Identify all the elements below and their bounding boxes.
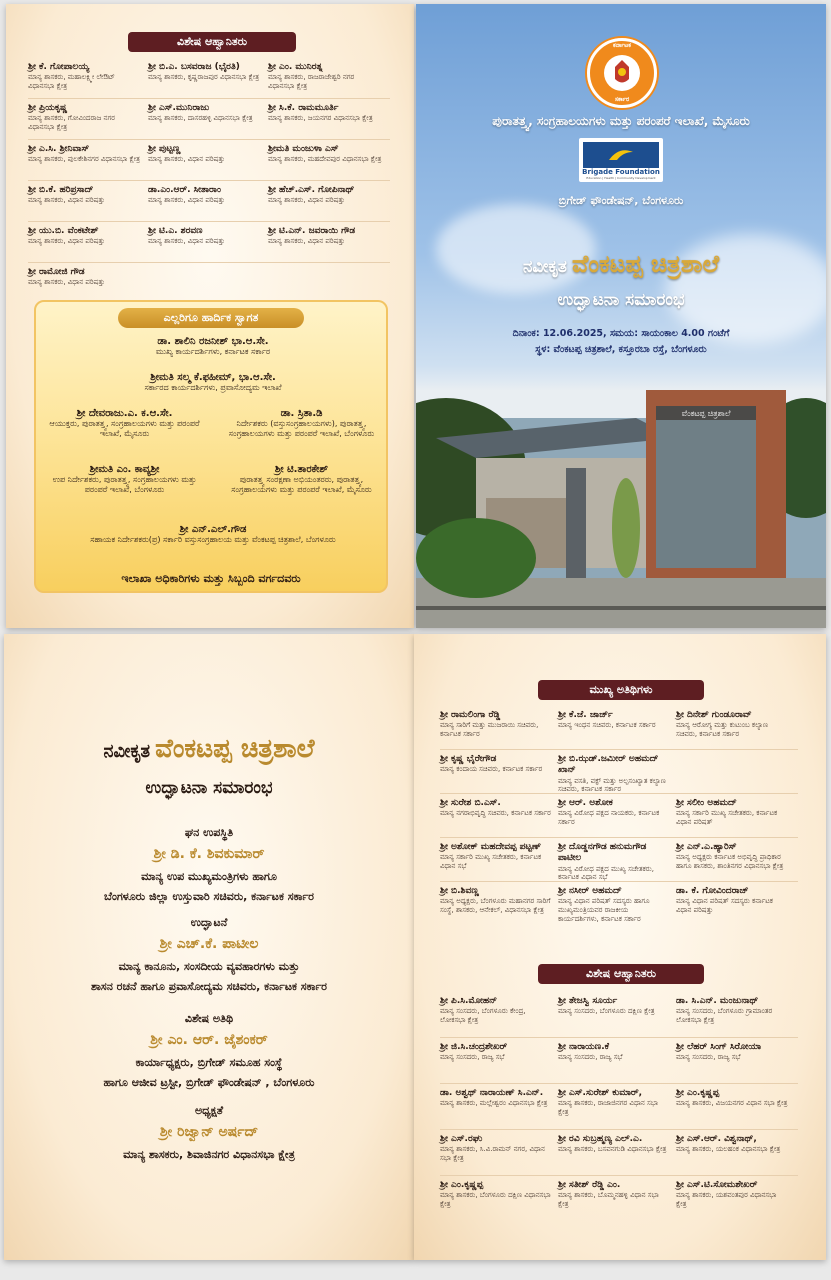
person-name: ಶ್ರೀ ಎಸ್.ಆರ್. ವಿಶ್ವನಾಥ್, [676,1134,757,1144]
row-divider [440,837,798,838]
person-name: ಶ್ರೀ ದಿನೇಶ್ ಗುಂಡೂರಾವ್ [676,710,752,720]
person-entry [28,267,142,287]
person-name: ಶ್ರೀ ದೊಡ್ಡನಗೌಡ ಹನುಮಗೌಡ ಪಾಟೀಲ [558,842,647,864]
person-name: ಶ್ರೀ ಎಂ.ಕೃಷ್ಣಪ್ಪ [440,1180,484,1190]
person-entry [558,710,670,730]
person-entry [558,886,670,924]
person-entry [440,1088,552,1108]
person-name: ಶ್ರೀ ಕೆ.ಜೆ. ಜಾರ್ಜ್ [558,710,613,720]
person-name: ಶ್ರೀ ಕೆ. ಗೋಪಾಲಯ್ಯ [28,62,90,72]
section-label: ಉದ್ಘಾಟನೆ [190,916,228,929]
person-name: ಶ್ರೀ ಪ್ರಿಯಕೃಷ್ಣ [28,103,68,113]
cover-panel [416,4,826,628]
brigade-logo [579,138,663,182]
row-divider [440,1129,798,1130]
person-entry [676,1088,788,1108]
welcome-box [34,300,388,593]
title-prefix: ನವೀಕೃತ [522,257,567,277]
welcome-name: ಶ್ರೀ ಟಿ.ತಾರಕೇಶ್ [274,464,329,475]
person-entry [440,1042,552,1062]
special-invitees-heading-2: ವಿಶೇಷ ಆಹ್ವಾನಿತರು [538,964,704,984]
person-name: ಶ್ರೀ ಯು.ಬಿ. ವೆಂಕಟೇಶ್ [28,226,99,236]
person-name: ಶ್ರೀ ಲೆಹರ್ ಸಿಂಗ್ ಸಿರೋಯಾ [676,1042,762,1052]
person-role: ಮಾನ್ಯ ಶಾಸಕರು, ಬಸವನಗುಡಿ ವಿಧಾನಸಭಾ ಕ್ಷೇತ್ರ [558,1145,667,1154]
person-name: ಶ್ರೀ ಎಂ. ಮುನಿರತ್ನ [268,62,323,72]
welcome-role: ನಿರ್ದೇಶಕರು (ವಸ್ತುಸಂಗ್ರಹಾಲಯಗಳು), ಪುರಾತತ್ತ್ವ, ಸಂಗ್ರಹಾಲಯಗಳು ಮತ್ತು ಪರಂಪರೆ ಇಲಾಖೆ, ಬೆಂಗಳೂರು [228,419,375,439]
person-name: ಡಾ.ಎಂ.ಆರ್. ಸೀತಾರಾಂ [148,185,221,195]
person-name: ಶ್ರೀ ಸಿ.ಕೆ. ರಾಮಮೂರ್ತಿ [268,103,339,113]
person-role: ಮಾನ್ಯ ಶಾಸಕರು, ವಿಧಾನ ಪರಿಷತ್ತು [28,196,105,205]
row-divider [440,749,798,750]
welcome-role: ಉಪ ನಿರ್ದೇಶಕರು, ಪುರಾತತ್ತ್ವ, ಸಂಗ್ರಹಾಲಯಗಳು ಮತ್ತು ಪರಂಪರೆ ಇಲಾಖೆ, ಬೆಂಗಳೂರು [52,475,197,495]
person-role: ಮಾನ್ಯ ಶಾಸಕರು, ಮಲ್ಲೇಶ್ವರಂ ವಿಧಾನಸಭಾ ಕ್ಷೇತ್ರ [440,1099,548,1108]
person-role: ಮಾನ್ಯ ಶಾಸಕರು, ವಿಧಾನ ಪರಿಷತ್ತು [148,237,225,246]
emblem-crest-icon [604,55,640,91]
guests-panel [414,634,826,1260]
person-role: ಮಾನ್ಯ ಸಂಸದರು, ಬೆಂಗಳೂರು ಕೇಂದ್ರ, ಲೋಕಸಭಾ ಕ್ಷೇತ್ರ [440,1007,526,1024]
person-name: ಶ್ರೀ ಎಸ್.ಸುರೇಶ್ ಕುಮಾರ್, [558,1088,643,1098]
person-name: ಶ್ರೀ ಜಿ.ಸಿ.ಚಂದ್ರಶೇಖರ್ [440,1042,508,1052]
person-role: ಮಾನ್ಯ ಶಾಸಕರು, ಯಲಹಂಕ ವಿಧಾನಸಭಾ ಕ್ಷೇತ್ರ [676,1145,781,1154]
person-entry [676,798,788,827]
row-divider [28,98,390,99]
row-divider [440,1083,798,1084]
row-divider [440,1037,798,1038]
person-role: ಮಾನ್ಯ ವಿಧಾನ ಪರಿಷತ್ ಸದಸ್ಯರು ಹಾಗೂ ಮುಖ್ಯಮಂತ್ರಿಯವರ ರಾಜಕೀಯ ಕಾರ್ಯದರ್ಶಿಗಳು, ಕರ್ನಾಟಕ ಸರ್ಕಾರ [558,897,650,923]
welcome-entry [36,408,213,440]
title-main: ವೆಂಕಟಪ್ಪ ಚಿತ್ರಶಾಲೆ [572,250,720,278]
person-role: ಮಾನ್ಯ ವಸತಿ, ವಕ್ಫ್ ಮತ್ತು ಅಲ್ಪಸಂಖ್ಯಾತ ಕಲ್ಯಾಣ ಸಚಿವರು, ಕರ್ನಾಟಕ ಸರ್ಕಾರ [558,776,666,794]
person-entry [558,1134,670,1154]
person-entry [148,62,262,82]
section-name: ಶ್ರೀ ರಿಜ್ವಾನ್ ಅರ್ಷದ್ [159,1124,259,1140]
person-name: ಶ್ರೀ ಬಿ.ಕೆ. ಹರಿಪ್ರಸಾದ್ [28,185,94,195]
person-entry [676,842,788,871]
person-role: ಮಾನ್ಯ ಅಧ್ಯಕ್ಷರು, ಬೆಂಗಳೂರು ಮಹಾನಗರ ಸಾರಿಗೆ ಸಂಸ್ಥೆ, ಶಾಸಕರು, ಆನೇಕಲ್, ವಿಧಾನಸಭಾ ಕ್ಷೇತ್ರ [440,897,551,914]
person-role: ಮಾನ್ಯ ಶಾಸಕರು, ವಿಧಾನ ಪರಿಷತ್ತು [268,237,345,246]
welcome-entry [36,464,213,496]
person-name: ಶ್ರೀ ಬಿ.ಝಡ್.ಜಮೀರ್ ಅಹಮದ್ ಖಾನ್ [558,754,659,776]
person-name: ಶ್ರೀ ಸತೀಶ್ ರೆಡ್ಡಿ ಎಂ. [558,1180,621,1190]
person-role: ಮಾನ್ಯ ಸಂಸದರು, ರಾಜ್ಯ ಸಭೆ [558,1053,623,1062]
chief-guests-heading: ಮುಖ್ಯ ಅತಿಥಿಗಳು [538,680,704,700]
event-subtitle: ಉದ್ಘಾಟನಾ ಸಮಾರಂಭ [557,290,685,310]
welcome-name: ಶ್ರೀಮತಿ ಎಂ. ಕಾವ್ಯಶ್ರೀ [89,464,160,475]
person-name: ಶ್ರೀ ಎ.ಸಿ. ಶ್ರೀನಿವಾಸ್ [28,144,90,154]
person-role: ಮಾನ್ಯ ಶಾಸಕರು, ಮಹಾಲಕ್ಷ್ಮೀ ಲೇಔಟ್ ವಿಧಾನಸಭಾ ಕ್ಷೇತ್ರ [28,73,115,90]
person-name: ಶ್ರೀ ಸುರೇಶ ಬಿ.ಎಸ್. [440,798,501,808]
person-name: ಶ್ರೀ ಪುಟ್ಟಣ್ಣ [148,144,181,154]
section-name: ಶ್ರೀ ಎಂ. ಆರ್. ಜೈಶಂಕರ್ [150,1032,268,1048]
row-divider [28,180,390,181]
person-name: ಶ್ರೀ ಬಿ.ಶಿವಣ್ಣ [440,886,479,896]
person-name: ಶ್ರೀ ಎಂ.ಕೃಷ್ಣಪ್ಪ [676,1088,720,1098]
person-name: ಶ್ರೀ ಟಿ.ಎ. ಶರವಣ [148,226,203,236]
person-role: ಮಾನ್ಯ ಸರ್ಕಾರಿ ಮುಖ್ಯ ಸಚೇತಕರು, ಕರ್ನಾಟಕ ವಿಧಾನ ಸಭೆ [440,853,542,870]
person-name: ಡಾ. ಅಶ್ವಥ್ ನಾರಾಯಣ್ ಸಿ.ಎನ್. [440,1088,544,1098]
person-entry [440,798,552,818]
person-name: ಡಾ. ಕೆ. ಗೋವಿಂದರಾಜ್ [676,886,749,896]
person-role: ಮಾನ್ಯ ಸಾರಿಗೆ ಮತ್ತು ಮುಜರಾಯಿ ಸಚಿವರು, ಕರ್ನಾಟಕ ಸರ್ಕಾರ [440,721,539,738]
person-role: ಮಾನ್ಯ ವಿರೋಧ ಪಕ್ಷದ ಮುಖ್ಯ ಸಚೇತಕರು, ಕರ್ನಾಟಕ ವಿಧಾನ ಸಭೆ [558,864,654,882]
person-entry [28,62,142,91]
person-entry [440,754,552,774]
person-name: ಶ್ರೀ ಪಿ.ಸಿ.ಮೋಹನ್ [440,996,498,1006]
person-name: ಶ್ರೀ ಬಿ.ಎ. ಬಸವರಾಜ (ಭೈರತಿ) [148,62,240,72]
row-divider [28,221,390,222]
welcome-name: ಡಾ. ಸ್ರಿತಾ.ಡಿ [280,408,323,419]
person-entry [268,226,382,246]
person-role: ಮಾನ್ಯ ಶಾಸಕರು, ಗೋವಿಂದರಾಜ ನಗರ ವಿಧಾನಸಭಾ ಕ್ಷೇತ್ರ [28,114,115,131]
person-entry [28,103,142,132]
person-role: ಮಾನ್ಯ ಶಾಸಕರು, ಸಿ.ವಿ.ರಾಮನ್ ನಗರ, ವಿಧಾನ ಸಭಾ ಕ್ಷೇತ್ರ [440,1145,545,1162]
person-entry [440,710,552,739]
emblem-bottom-text: ಸರ್ಕಾರ [614,96,630,103]
person-name: ಶ್ರೀ ಅಶೋಕ್ ಮಹದೇವಪ್ಪ ಪಟ್ಟಣ್ [440,842,542,852]
person-entry [676,1134,788,1154]
welcome-name: ಡಾ. ಶಾಲಿನಿ ರಜನೀಶ್ ಭಾ.ಆ.ಸೇ. [157,336,269,347]
section-line-1: ಮಾನ್ಯ ಕಾನೂನು, ಸಂಸದೀಯ ವ್ಯವಹಾರಗಳು ಮತ್ತು [118,960,300,973]
row-divider [440,881,798,882]
person-role: ಮಾನ್ಯ ಶಾಸಕರು, ಕೃಷ್ಣರಾಜಪುರ ವಿಧಾನಸಭಾ ಕ್ಷೇತ್ರ [148,73,260,82]
person-role: ಮಾನ್ಯ ಇಂಧನ ಸಚಿವರು, ಕರ್ನಾಟಕ ಸರ್ಕಾರ [558,721,656,730]
person-entry [440,996,552,1025]
welcome-name: ಶ್ರೀ ಎನ್.ಎಲ್.ಗೌಡ [179,524,247,535]
person-name: ಶ್ರೀ ಎಸ್.ಮುನಿರಾಜು [148,103,210,113]
person-entry [558,996,670,1016]
person-role: ಮಾನ್ಯ ಸಂಸದರು, ಬೆಂಗಳೂರು ಗ್ರಾಮಾಂತರ ಲೋಕಸಭಾ ಕ್ಷೇತ್ರ [676,1007,773,1024]
person-role: ಮಾನ್ಯ ವಿರೋಧ ಪಕ್ಷದ ನಾಯಕರು, ಕರ್ನಾಟಕ ಸರ್ಕಾರ [558,809,660,826]
person-entry [676,710,788,739]
welcome-entry [213,408,390,440]
section-line-1: ಕಾರ್ಯಾಧ್ಯಕ್ಷರು, ಬ್ರಿಗೇಡ್ ಸಮೂಹ ಸಂಸ್ಥೆ [135,1056,283,1069]
person-role: ಮಾನ್ಯ ಸರ್ಕಾರಿ ಮುಖ್ಯ ಸಚೇತಕರು, ಕರ್ನಾಟಕ ವಿಧಾನ ಪರಿಷತ್ [676,809,778,826]
person-entry [148,185,262,205]
foundation-name: ಬ್ರಿಗೇಡ್ ಫೌಂಡೇಷನ್, ಬೆಂಗಳೂರು [558,194,684,207]
welcome-role: ಆಯುಕ್ತರು, ಪುರಾತತ್ತ್ವ, ಸಂಗ್ರಹಾಲಯಗಳು ಮತ್ತು ಪರಂಪರೆ ಇಲಾಖೆ, ಮೈಸೂರು [49,419,200,439]
person-role: ಮಾನ್ಯ ಶಾಸಕರು, ವಿಧಾನ ಪರಿಷತ್ತು [28,237,105,246]
person-entry [558,1042,670,1062]
person-name: ಶ್ರೀ ನಾರಾಯಣ.ಕೆ [558,1042,610,1052]
person-entry [28,226,142,246]
person-entry [676,886,788,915]
brigade-logo-name: Brigade Foundation [582,168,660,176]
person-name: ಶ್ರೀ ಎನ್.ಎ.ಹ್ಯಾರಿಸ್ [676,842,737,852]
person-entry [440,1180,552,1209]
person-entry [148,144,262,164]
event-venue: ಸ್ಥಳ: ವೆಂಕಟಪ್ಪ ಚಿತ್ರಶಾಲೆ, ಕಸ್ತೂರಬಾ ರಸ್ತೆ, ಬೆಂಗಳೂರು [535,344,707,355]
section-line-1: ಮಾನ್ಯ ಉಪ ಮುಖ್ಯಮಂತ್ರಿಗಳು ಹಾಗೂ [141,870,277,883]
karnataka-emblem [587,38,657,108]
event-date: ದಿನಾಂಕ: 12.06.2025, ಸಮಯ: ಸಾಯಂಕಾಲ 4.00 ಗಂಟೆಗೆ [512,328,730,339]
program-panel [4,634,414,1260]
program-title-main: ವೆಂಕಟಪ್ಪ ಚಿತ್ರಶಾಲೆ [155,734,315,764]
section-line-2: ಬೆಂಗಳೂರು ಜಿಲ್ಲಾ ಉಸ್ತುವಾರಿ ಸಚಿವರು, ಕರ್ನಾಟಕ ಸರ್ಕಾರ [104,890,314,903]
section-label: ಅಧ್ಯಕ್ಷತೆ [194,1104,224,1117]
person-entry [28,185,142,205]
welcome-role: ಸಹಾಯಕ ನಿರ್ದೇಶಕರು(ಪ್ರ) ಸರ್ಕಾರಿ ವಸ್ತುಸಂಗ್ರಹಾಲಯ ಮತ್ತು ವೆಂಕಟಪ್ಪ ಚಿತ್ರಶಾಲೆ, ಬೆಂಗಳೂರು [90,535,336,544]
person-entry [558,798,670,827]
welcome-entry [213,464,390,496]
person-role: ಮಾನ್ಯ ಕಂದಾಯ ಸಚಿವರು, ಕರ್ನಾಟಕ ಸರ್ಕಾರ [440,765,543,774]
person-role: ಮಾನ್ಯ ಶಾಸಕರು, ವಿಜಯನಗರ ವಿಧಾನ ಸಭಾ ಕ್ಷೇತ್ರ [676,1099,788,1108]
person-name: ಶ್ರೀ ಆರ್. ಅಶೋಕ [558,798,613,808]
department-name: ಪುರಾತತ್ತ್ವ, ಸಂಗ್ರಹಾಲಯಗಳು ಮತ್ತು ಪರಂಪರೆ ಇಲಾಖೆ, ಮೈಸೂರು [492,114,750,128]
person-entry [558,1180,670,1209]
row-divider [440,1175,798,1176]
gallery-building-photo [416,378,826,628]
person-role: ಮಾನ್ಯ ಶಾಸಕರು, ಪುಲಕೇಶಿನಗರ ವಿಧಾನಸಭಾ ಕ್ಷೇತ್ರ [28,155,141,164]
person-name: ಶ್ರೀ ರಾಮೋಜಿ ಗೌಡ [28,267,85,277]
welcome-role: ಪುರಾತತ್ತ್ವ ಸಂರಕ್ಷಣಾ ಅಭಿಯಂತರರು, ಪುರಾತತ್ತ್ವ, ಸಂಗ್ರಹಾಲಯಗಳು ಮತ್ತು ಪರಂಪರೆ ಇಲಾಖೆ, ಮೈಸೂರು [231,475,372,495]
person-entry [558,842,670,882]
section-name: ಶ್ರೀ ಎಚ್.ಕೆ. ಪಾಟೀಲ [159,936,259,952]
section-line-2: ಹಾಗೂ ಆಜೀವ ಟ್ರಸ್ಟೀ, ಬ್ರಿಗೇಡ್ ಫೌಂಡೇಷನ್ , ಬೆಂಗಳೂರು [103,1076,315,1089]
person-role: ಮಾನ್ಯ ವಿಧಾನ ಪರಿಷತ್ ಸದಸ್ಯರು ಕರ್ನಾಟಕ ವಿಧಾನ ಪರಿಷತ್ತು [676,897,773,914]
person-role: ಮಾನ್ಯ ಅಧ್ಯಕ್ಷರು ಕರ್ನಾಟಕ ಅಭಿವೃದ್ಧಿ ಪ್ರಾಧಿಕಾರ ಹಾಗೂ ಶಾಸಕರು, ಶಾಂತಿನಗರ ವಿಧಾನಸಭಾ ಕ್ಷೇತ್ರ [676,853,784,870]
welcome-role: ಸರ್ಕಾರದ ಕಾರ್ಯದರ್ಶಿಗಳು, ಪ್ರವಾಸೋದ್ಯಮ ಇಲಾಖೆ [144,383,282,392]
person-role: ಮಾನ್ಯ ಶಾಸಕರು, ವಿಧಾನ ಪರಿಷತ್ತು [148,155,225,164]
person-name: ಶ್ರೀ ತೇಜಸ್ವಿ ಸೂರ್ಯ [558,996,618,1006]
person-entry [676,1180,788,1209]
welcome-name: ಶ್ರೀ ದೇವರಾಜು.ಎ. ಕ.ಆ.ಸೇ. [76,408,173,419]
welcome-entry [36,336,390,357]
building-sign: ವೆಂಕಟಪ್ಪ ಚಿತ್ರಶಾಲೆ [681,409,731,418]
person-entry [148,226,262,246]
person-role: ಮಾನ್ಯ ನಗರಾಭಿವೃದ್ಧಿ ಸಚಿವರು, ಕರ್ನಾಟಕ ಸರ್ಕಾರ [440,809,551,818]
person-entry [28,144,142,164]
person-role: ಮಾನ್ಯ ಶಾಸಕರು, ರಾಜಾಜಿನಗರ ವಿಧಾನ ಸಭಾ ಕ್ಷೇತ್ರ [558,1099,659,1116]
person-name: ಶ್ರೀ ಎಸ್.ರಘು [440,1134,483,1144]
person-name: ಡಾ. ಸಿ.ಎನ್. ಮಂಜುನಾಥ್ [676,996,759,1006]
program-title-prefix: ನವೀಕೃತ [103,741,151,762]
welcome-role: ಮುಖ್ಯ ಕಾರ್ಯದರ್ಶಿಗಳು, ಕರ್ನಾಟಕ ಸರ್ಕಾರ [155,347,271,356]
person-role: ಮಾನ್ಯ ಶಾಸಕರು, ಬೆಂಗಳೂರು ದಕ್ಷಿಣ ವಿಧಾನಸಭಾ ಕ್ಷೇತ್ರ [440,1191,551,1208]
person-role: ಮಾನ್ಯ ಶಾಸಕರು, ಜಯನಗರ ವಿಧಾನಸಭಾ ಕ್ಷೇತ್ರ [268,114,373,123]
section-label: ವಿಶೇಷ ಅತಿಥಿ [184,1012,234,1025]
person-entry [440,886,552,915]
person-entry [558,754,670,794]
program-subtitle: ಉದ್ಘಾಟನಾ ಸಮಾರಂಭ [145,778,273,798]
person-role: ಮಾನ್ಯ ಶಾಸಕರು, ಯಶವಂತಪುರ ವಿಧಾನಸಭಾ ಕ್ಷೇತ್ರ [676,1191,777,1208]
welcome-heading: ಎಲ್ಲರಿಗೂ ಹಾರ್ದಿಕ ಸ್ವಾಗತ [118,308,304,328]
bird-icon [583,142,659,168]
person-role: ಮಾನ್ಯ ಸಂಸದರು, ಬೆಂಗಳೂರು ದಕ್ಷಿಣ ಕ್ಷೇತ್ರ [558,1007,655,1016]
person-entry [440,1134,552,1163]
event-title [416,250,826,278]
welcome-footer: ಇಲಾಖಾ ಅಧಿಕಾರಿಗಳು ಮತ್ತು ಸಿಬ್ಬಂದಿ ವರ್ಗದವರು [121,572,301,585]
person-role: ಮಾನ್ಯ ಶಾಸಕರು, ವಿಧಾನ ಪರಿಷತ್ತು [148,196,225,205]
brigade-logo-tagline: Education | Health | Community Development [586,176,656,180]
person-name: ಶ್ರೀ ರಾಮಲಿಂಗಾ ರೆಡ್ಡಿ [440,710,501,720]
welcome-name: ಶ್ರೀಮತಿ ಸಲ್ಮ ಕೆ.ಫಹೀಮ್, ಭಾ.ಆ.ಸೇ. [150,372,276,383]
section-line-2: ಶಾಸನ ರಚನೆ ಹಾಗೂ ಪ್ರವಾಸೋದ್ಯಮ ಸಚಿವರು, ಕರ್ನಾಟಕ ಸರ್ಕಾರ [90,980,327,993]
emblem-top-text: ಕರ್ನಾಟಕ [613,42,631,49]
person-entry [268,62,382,91]
person-entry [268,103,382,123]
person-role: ಮಾನ್ಯ ಸಂಸದರು, ರಾಜ್ಯ ಸಭೆ [676,1053,741,1062]
person-entry [676,996,788,1025]
person-name: ಶ್ರೀಮತಿ ಮಂಜುಳಾ ಎಸ್ [268,144,339,154]
invitees-panel [6,4,414,628]
section-name: ಶ್ರೀ ಡಿ. ಕೆ. ಶಿವಕುಮಾರ್ [153,846,265,862]
special-invitees-heading: ವಿಶೇಷ ಆಹ್ವಾನಿತರು [128,32,296,52]
person-name: ಶ್ರೀ ರವಿ ಸುಬ್ರಹ್ಮಣ್ಯ ಎಲ್.ಎ. [558,1134,643,1144]
person-name: ಶ್ರೀ ಸಲೀಂ ಅಹಮದ್ [676,798,737,808]
row-divider [28,262,390,263]
program-title [4,734,414,765]
welcome-entry [36,524,390,545]
section-label: ಘನ ಉಪಸ್ಥಿತಿ [184,826,234,839]
person-entry [676,1042,788,1062]
person-name: ಶ್ರೀ ಕೃಷ್ಣ ಭೈರೇಗೌಡ [440,754,497,764]
person-name: ಶ್ರೀ ಎಸ್.ಟಿ.ಸೋಮಶೇಖರ್ [676,1180,758,1190]
person-name: ಶ್ರೀ ಹೆಚ್.ಎಸ್. ಗೋಪಿನಾಥ್ [268,185,355,195]
person-name: ಶ್ರೀ ಟಿ.ಎನ್. ಜವರಾಯಿ ಗೌಡ [268,226,356,236]
person-role: ಮಾನ್ಯ ಶಾಸಕರು, ರಾಜರಾಜೇಶ್ವರಿ ನಗರ ವಿಧಾನಸಭಾ ಕ್ಷೇತ್ರ [268,73,355,90]
person-role: ಮಾನ್ಯ ಶಾಸಕರು, ದಾಸರಹಳ್ಳಿ ವಿಧಾನಸಭಾ ಕ್ಷೇತ್ರ [148,114,253,123]
person-entry [268,144,382,164]
person-role: ಮಾನ್ಯ ಶಾಸಕರು, ಬೊಮ್ಮನಹಳ್ಳಿ ವಿಧಾನ ಸಭಾ ಕ್ಷೇತ್ರ [558,1191,659,1208]
welcome-entry [36,372,390,393]
person-name: ಶ್ರೀ ನಸೀರ್ ಅಹಮದ್ [558,886,622,896]
row-divider [440,793,798,794]
person-entry [148,103,262,123]
person-entry [268,185,382,205]
person-role: ಮಾನ್ಯ ಶಾಸಕರು, ವಿಧಾನ ಪರಿಷತ್ತು [28,278,105,287]
person-role: ಮಾನ್ಯ ಶಾಸಕರು, ವಿಧಾನ ಪರಿಷತ್ತು [268,196,345,205]
person-role: ಮಾನ್ಯ ಸಂಸದರು, ರಾಜ್ಯ ಸಭೆ [440,1053,505,1062]
person-role: ಮಾನ್ಯ ಆರೋಗ್ಯ ಮತ್ತು ಕುಟುಂಬ ಕಲ್ಯಾಣ ಸಚಿವರು, ಕರ್ನಾಟಕ ಸರ್ಕಾರ [676,721,769,738]
person-entry [558,1088,670,1117]
person-entry [440,842,552,871]
cloud [436,204,596,294]
section-line-1: ಮಾನ್ಯ ಶಾಸಕರು, ಶಿವಾಜಿನಗರ ವಿಧಾನಸಭಾ ಕ್ಷೇತ್ರ [123,1148,295,1161]
row-divider [28,139,390,140]
person-role: ಮಾನ್ಯ ಶಾಸಕರು, ಮಹದೇವಪುರ ವಿಧಾನಸಭಾ ಕ್ಷೇತ್ರ [268,155,382,164]
